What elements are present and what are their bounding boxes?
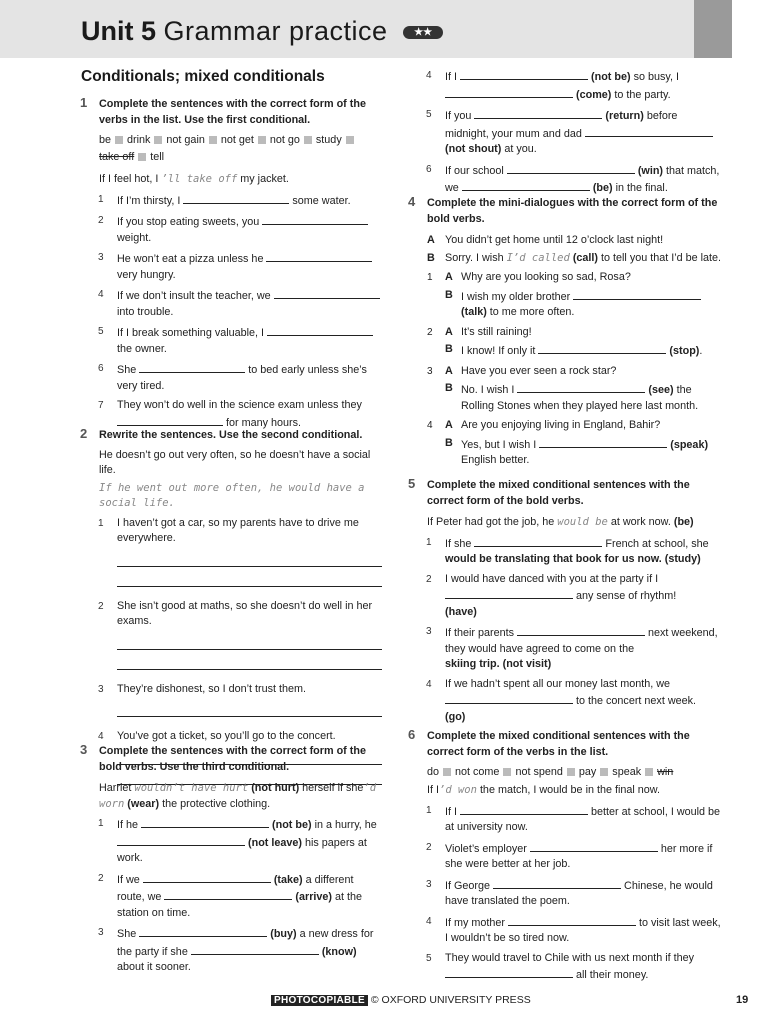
answer-blank[interactable] [139, 361, 245, 373]
list-item: 1 If she French at school, she would be translating that book for us now. (study) [426, 536, 709, 565]
dialogue-line-a: 1 A Why are you looking so sad, Rosa? [427, 271, 631, 283]
list-item: 2 If you stop eating sweets, you weight. [117, 213, 382, 246]
word: tell [150, 151, 165, 163]
exercise-instruction: Rewrite the sentences. Use the second conditional. [99, 429, 363, 441]
answer-blank[interactable] [267, 324, 373, 336]
word-crossed: take off [99, 151, 135, 163]
answer-blank[interactable] [573, 288, 701, 300]
dialogue-line-b: B No. I wish I (see) the Rolling Stones when they played here last month. [445, 382, 699, 412]
word-list [99, 132, 382, 166]
word: be [99, 134, 112, 146]
exercise-instruction: Complete the sentences with the correct form of the verbs in the list. Use the first conditional. [99, 98, 366, 126]
list-item: 1 I haven’t got a car, so my parents have to drive me everywhere. [98, 516, 359, 544]
word: speak [612, 766, 642, 778]
answer-blank[interactable] [141, 816, 269, 828]
exercise-3 [80, 744, 382, 976]
example-sentence: Harriet wouldn’t have hurt (not hurt) herself if she’d worn (wear) the protective clothing. [99, 782, 377, 810]
example-line-b: B Sorry. I wish I’d called (call) to tell you that I’d be late. [427, 251, 722, 264]
answer-blank[interactable] [191, 943, 319, 955]
answer-blank[interactable] [117, 414, 223, 426]
answer-blank[interactable] [517, 381, 645, 393]
list-item: 4 If we don’t insult the teacher, we into trouble. [117, 287, 382, 320]
list-item: 2 I would have danced with you at the party if I any sense of rhythm! (have) [426, 572, 677, 618]
answer-line[interactable] [117, 697, 382, 717]
example-answer: If he went out more often, he would have a social life. [99, 481, 365, 509]
list-item: 5 If I break something valuable, I the owner. [117, 324, 382, 357]
list-item: 4 If we hadn’t spent all our money last month, we to the concert next week. (go) [426, 677, 697, 723]
exercise-4 [408, 196, 724, 469]
dialogue-line-a: 4 A Are you enjoying living in England, Bahir? [427, 419, 661, 431]
word: drink [127, 134, 151, 146]
answer-blank[interactable] [117, 834, 245, 846]
exercise-number: 1 [80, 95, 88, 110]
exercise-number: 5 [408, 476, 416, 491]
answer-blank[interactable] [530, 840, 658, 852]
exercise-number: 6 [408, 727, 416, 742]
answer-blank[interactable] [539, 436, 667, 448]
exercise-number: 2 [80, 426, 88, 441]
list-item: 2 She isn’t good at maths, so she doesn’t do well in her exams. [98, 599, 373, 627]
answer-blank[interactable] [508, 914, 636, 926]
word: not spend [515, 766, 563, 778]
answer-line[interactable] [117, 547, 382, 567]
word: not come [455, 766, 500, 778]
section-title: Conditionals; mixed conditionals [81, 68, 325, 85]
photocopiable-badge: PHOTOCOPIABLE [271, 995, 368, 1006]
list-item: 6 If our school (win) that match, we (be) in the final. [426, 163, 720, 194]
dialogue-line-a: 3 A Have you ever seen a rock star? [427, 364, 617, 377]
answer-blank[interactable] [585, 125, 713, 137]
answer-blank[interactable] [493, 877, 621, 889]
exercise-instruction: Complete the mixed conditional sentences with the correct form of the verbs in the list. [427, 730, 690, 758]
answer-line[interactable] [117, 630, 382, 650]
level-badge: ★★ [403, 26, 443, 39]
word: study [315, 134, 342, 146]
dialogue-line-b: B Yes, but I wish I (speak) English better. [445, 436, 709, 466]
list-item: 1 If he (not be) in a hurry, he (not leave) his papers at work. [98, 818, 377, 864]
exercise-5 [408, 478, 724, 725]
answer-blank[interactable] [474, 535, 602, 547]
answer-blank[interactable] [474, 107, 602, 119]
copyright-text: © OXFORD UNIVERSITY PRESS [370, 994, 531, 1006]
list-item: 4 You’ve got a ticket, so you’ll go to the concert. [98, 730, 336, 742]
example-line-a: A You didn’t get home until 12 o’clock last night! [427, 234, 664, 246]
exercise-3-continued [408, 68, 724, 197]
list-item: 1 If I’m thirsty, I some water. [98, 193, 351, 207]
example-sentence: If I feel hot, I ’ll take off my jacket. [99, 173, 289, 185]
answer-blank[interactable] [538, 342, 666, 354]
list-item: 6 She to bed early unless she’s very tired. [98, 363, 367, 392]
answer-blank[interactable] [445, 86, 573, 98]
exercise-number: 4 [408, 194, 416, 209]
answer-blank[interactable] [143, 871, 271, 883]
answer-blank[interactable] [183, 192, 289, 204]
exercise-1 [80, 97, 382, 431]
title-label: Grammar practice [163, 16, 388, 46]
exercise-instruction: Complete the sentences with the correct form of the bold verbs. Use the third conditional. [99, 745, 366, 773]
answer-blank[interactable] [164, 888, 292, 900]
exercise-number: 3 [80, 742, 88, 757]
word: not gain [166, 134, 205, 146]
example-answer: ’ll take off [161, 173, 238, 185]
page-title [81, 14, 443, 48]
exercise-6 [408, 729, 724, 984]
answer-blank[interactable] [460, 803, 588, 815]
list-item: 2 Violet’s employer her more if she were better at her job. [426, 841, 713, 870]
answer-line[interactable] [117, 567, 382, 587]
word: pay [578, 766, 597, 778]
answer-line[interactable] [117, 650, 382, 670]
answer-blank[interactable] [274, 287, 380, 299]
dialogue-line-a: 2 A It’s still raining! [427, 325, 532, 338]
exercise-instruction: Complete the mixed conditional sentences with the correct form of the bold verbs. [427, 479, 690, 507]
answer-blank[interactable] [462, 179, 590, 191]
list-item: 3 She (buy) a new dress for the party if she (know) about it sooner. [98, 927, 374, 973]
page-number: 19 [736, 994, 749, 1006]
exercise-2 [80, 428, 382, 785]
dialogue-line-b: B I know! If only it (stop). [445, 343, 703, 357]
copyright-notice [271, 994, 531, 1006]
example-sentence: If I’d won the match, I would be in the final now. [427, 784, 660, 796]
list-item: 3 If George Chinese, he would have translated the poem. [426, 878, 713, 907]
answer-blank[interactable] [517, 624, 645, 636]
list-item: 4 If I (not be) so busy, I (come) to the party. [426, 70, 679, 101]
answer-blank[interactable] [460, 68, 588, 80]
list-item: 3 He won’t eat a pizza unless he very hungry. [117, 250, 382, 283]
answer-blank[interactable] [445, 692, 573, 704]
answer-blank[interactable] [445, 966, 573, 978]
answer-blank[interactable] [507, 162, 635, 174]
header-tab-marker [694, 0, 732, 58]
exercise-instruction: Complete the mini-dialogues with the correct form of the bold verbs. [427, 197, 718, 225]
list-item: 3 They’re dishonest, so I don’t trust them. [98, 682, 307, 695]
word-list [427, 764, 724, 781]
list-item: 2 If we (take) a different route, we (arrive) at the station on time. [98, 872, 363, 919]
unit-label: Unit 5 [81, 16, 157, 46]
answer-blank[interactable] [445, 587, 573, 599]
dialogue-line-b: B I wish my older brother (talk) to me more often. [427, 288, 724, 321]
example-sentence: He doesn’t go out very often, so he doesn’t have a social life. [99, 448, 371, 476]
list-item: 5 If you (return) before midnight, your mum and dad (not shout) at you. [445, 107, 724, 158]
word: not get [220, 134, 254, 146]
answer-blank[interactable] [262, 213, 368, 225]
list-item: 3 If their parents next weekend, they would have agreed to come on the skiing trip. (not visit) [426, 626, 718, 670]
answer-blank[interactable] [139, 925, 267, 937]
answer-blank[interactable] [266, 250, 372, 262]
list-item: 7 They won’t do well in the science exam unless they for many hours. [98, 399, 362, 429]
word: not go [269, 134, 300, 146]
word: do [427, 766, 440, 778]
list-item: 1 If I better at school, I would be at university now. [426, 804, 721, 833]
list-item: 5 They would travel to Chile with us next month if they all their money. [426, 951, 695, 981]
example-sentence: If Peter had got the job, he would be at work now. (be) [427, 516, 694, 528]
word-crossed: win [657, 766, 674, 778]
list-item: 4 If my mother to visit last week, I wouldn’t be so tired now. [426, 915, 721, 944]
